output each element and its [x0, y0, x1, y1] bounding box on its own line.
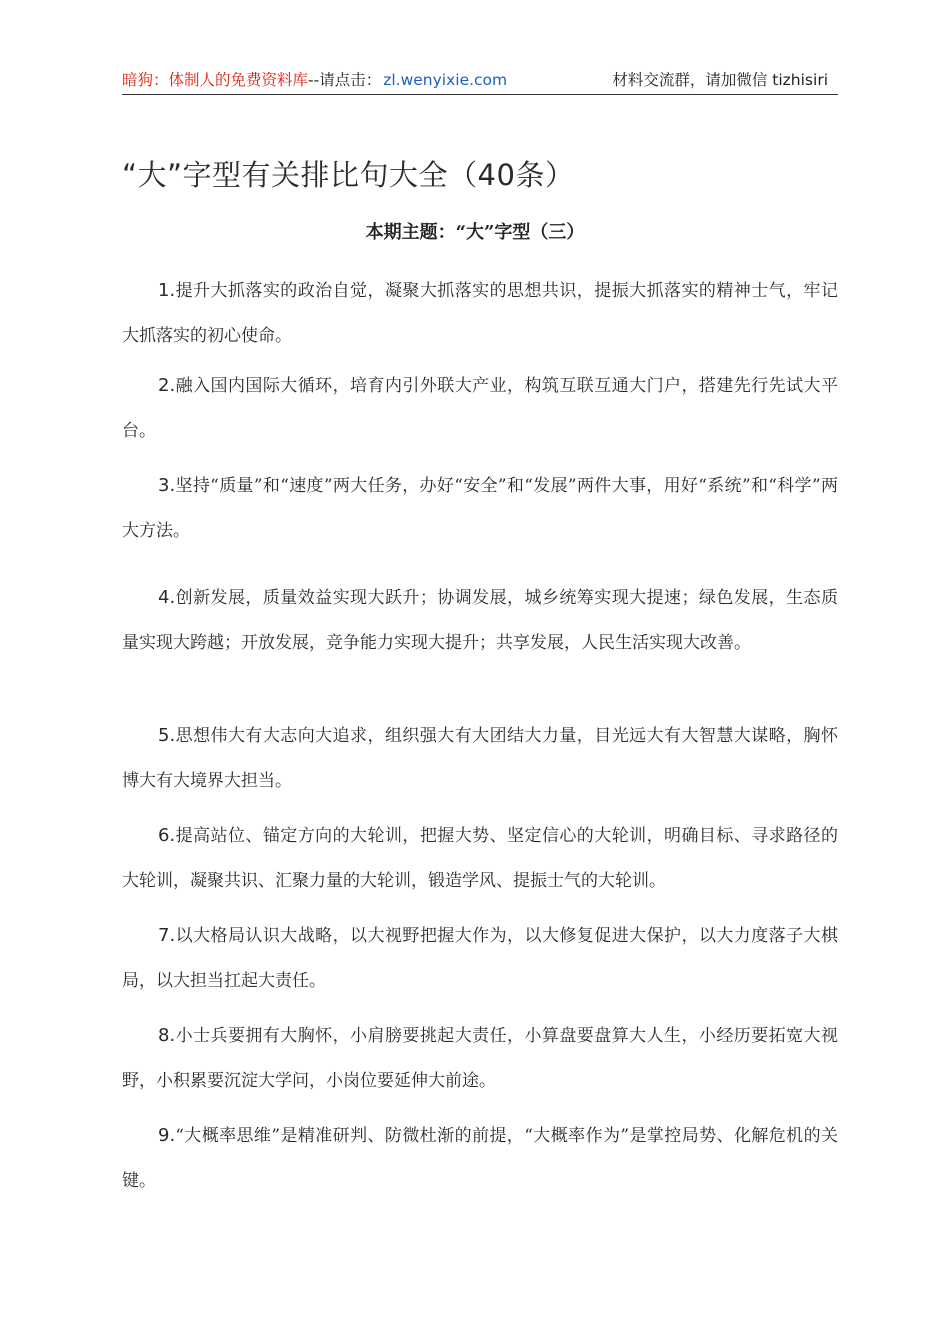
header-brand: 暗狗：体制人的免费资料库 [122, 71, 309, 89]
list-item [122, 813, 838, 904]
item-number: 3. [158, 475, 176, 496]
list-item [122, 268, 838, 359]
item-number: 5. [158, 725, 176, 746]
header-url-link[interactable]: zl.wenyixie.com [383, 71, 508, 89]
list-item [122, 1013, 838, 1104]
list-item [122, 913, 838, 1004]
item-number: 9. [158, 1125, 176, 1146]
item-number: 6. [158, 825, 176, 846]
item-number: 7. [158, 925, 176, 946]
list-item [122, 575, 838, 666]
header-click-prefix: --请点击： [308, 71, 382, 89]
item-text: 坚持“质量”和“速度”两大任务，办好“安全”和“发展”两件大事，用好“系统”和“科学”两大方法。 [122, 476, 838, 541]
item-text: 创新发展，质量效益实现大跃升；协调发展，城乡统筹实现大提速；绿色发展，生态质量实现大跨越；开放发展，竞争能力实现大提升；共享发展，人民生活实现大改善。 [122, 588, 838, 653]
item-number: 8. [158, 1025, 176, 1046]
item-text: 提升大抓落实的政治自觉，凝聚大抓落实的思想共识，提振大抓落实的精神士气，牢记大抓落实的初心使命。 [122, 281, 838, 346]
item-number: 2. [158, 375, 176, 396]
item-text: “大概率思维”是精准研判、防微杜渐的前提，“大概率作为”是掌控局势、化解危机的关键。 [122, 1126, 838, 1191]
list-item [122, 713, 838, 804]
header-group-info: 材料交流群，请加微信 tizhisiri [612, 71, 828, 89]
item-text: 融入国内国际大循环，培育内引外联大产业，构筑互联互通大门户，搭建先行先试大平台。 [122, 376, 838, 441]
item-number: 4. [158, 587, 176, 608]
item-text: 小士兵要拥有大胸怀，小肩膀要挑起大责任，小算盘要盘算大人生，小经历要拓宽大视野，小积累要沉淀大学问，小岗位要延伸大前途。 [122, 1026, 838, 1091]
list-item [122, 1113, 838, 1204]
item-text: 思想伟大有大志向大追求，组织强大有大团结大力量，目光远大有大智慧大谋略，胸怀博大有大境界大担当。 [122, 726, 838, 791]
page-header [122, 68, 838, 95]
list-item [122, 363, 838, 454]
page-title: “大”字型有关排比句大全（40条） [122, 158, 575, 192]
item-text: 提高站位、锚定方向的大轮训，把握大势、坚定信心的大轮训，明确目标、寻求路径的大轮训，凝聚共识、汇聚力量的大轮训，锻造学风、提振士气的大轮训。 [122, 826, 838, 891]
item-number: 1. [158, 280, 176, 301]
page-subtitle: 本期主题：“大”字型（三） [365, 222, 585, 243]
list-item [122, 463, 838, 554]
item-text: 以大格局认识大战略，以大视野把握大作为，以大修复促进大保护，以大力度落子大棋局，以大担当扛起大责任。 [122, 926, 838, 991]
